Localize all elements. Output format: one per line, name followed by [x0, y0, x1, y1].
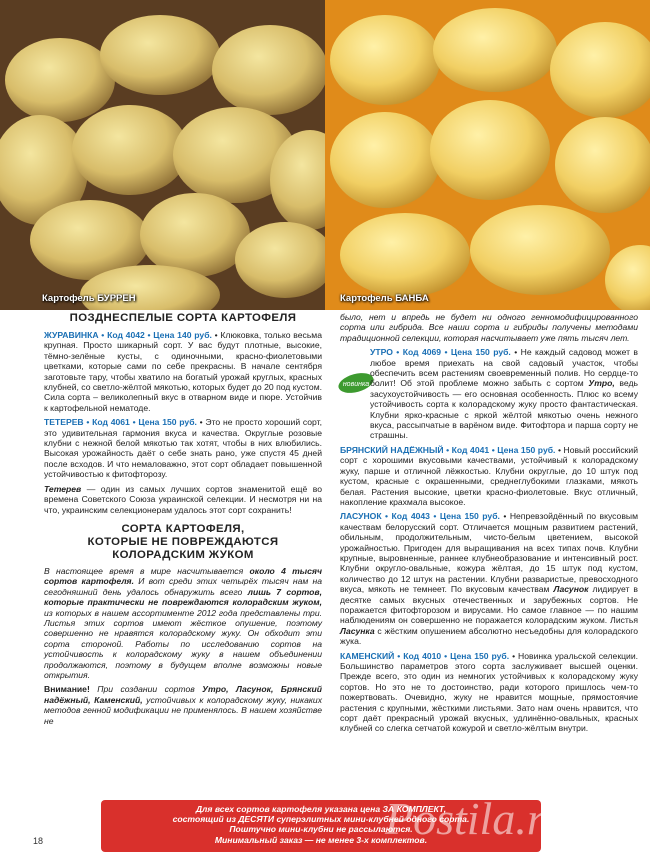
- variety-zhuravinka: ЖУРАВИНКА • Код 4042 • Цена 140 руб. • Клюковка, только весьма крупная. Просто шикарный сорт. У вас будут плотные, высокие, тёмно-зелёные кусты, с одиночными, красно-фиолетовыми цветками, которые сами по себе прекрасны. В начале сентября заготовьте тару, чтобы хватило на богатый урожай круглых, красных клубней, со светло-жёлтой мякотью, которых будет до 20 под кустом. Сила сорта – великолепный вкус в отварном виде и пюре. Устойчив к картофельной нематоде.: [44, 330, 322, 413]
- variety-teterev: ТЕТЕРЕВ • Код 4061 • Цена 150 руб. • Это не просто хороший сорт, это удивительная гармония вкуса и качества. Округлые розовые клубни с нежной белой мякотью так хотят, чтобы в них влюбились. Высокая урожайность даёт о себе знать рано, уже спустя 45 дней после всходов. И что немаловажно, этот сорт обладает повышенной устойчивостью к фитофторозу.: [44, 417, 322, 480]
- intro-paragraph: В настоящее время в мире насчитывается около 4 тысяч сортов картофеля. И вот среди этих четырёх тысяч нам на сегодняшний день удалось обнаружить всего лишь 7 сортов, которые практически не повреждаются колорадским жуком, из которых в нашем ассортименте 2012 года представлены три. Листья этих сортов имеют жёсткое опушение, поэтому совершенно не нравятся колорадскому жуку. Он обходит эти сорта стороной. Работы по исследованию сортов на устойчивость к колорадскому жуку в нашем объединении продолжаются, поэтому в будущем вполне возможны новые открытия.: [44, 565, 322, 680]
- variety-bryansky: БРЯНСКИЙ НАДЁЖНЫЙ • Код 4041 • Цена 150 руб. • Новый российский сорт с хорошими вкусовыми качествами, устойчивый к колорадскому жуку, парше и отличной лёжкостью. Клубни округлые, до 10 штук под кустом, красные с окрашенными, среднеглубокими глазками, мякоть белая. Растения высокие, цветки красно-фиолетовые. Вкус отличный, накопление крахмала высокое.: [340, 444, 638, 507]
- continued-paragraph: было, нет и впредь не будет ни одного генномодифицированного сорта или гибрида. Все наши сорта и гибриды получены методами традиционной селекции, которая насчитывает уже пять тысяч лет.: [340, 312, 638, 343]
- variety-teterev-note: Тетерев — один из самых лучших сортов знаменитой ещё во времена Советского Союза украинской селекции. И несмотря ни на что, украинским селекционерам удалось этот сорт сохранить!: [44, 483, 322, 515]
- left-column: [44, 312, 322, 730]
- variety-heading: ТЕТЕРЕВ • Код 4061 • Цена 150 руб.: [44, 417, 197, 428]
- variety-heading: ЖУРАВИНКА • Код 4042 • Цена 140 руб.: [44, 330, 212, 340]
- variety-utro: УТРО • Код 4069 • Цена 150 руб. • Не каждый садовод может в любое время приехать на свой садовый участок, чтобы обеспечить всем растениям своевременный полив. Но сердце-то болит! Об этой проблеме можно забыть с сортом Утро, ведь засухоустойчивость — его основная особенность. Плюс ко всему устойчивость сорта к колорадскому жуку просто фантастическая. Клубни ярко-красные с яркой жёлтой мякотью очень нежного вкуса, рассыпчатые в варёном виде. Фитофтора и парша сорту не страшны.: [370, 347, 638, 441]
- photo-banba: [325, 0, 650, 310]
- variety-heading: ЛАСУНОК • Код 4043 • Цена 150 руб.: [340, 511, 500, 522]
- watermark: Postila.ru: [385, 793, 568, 844]
- right-column: [340, 312, 638, 738]
- section-title-late-varieties: ПОЗДНЕСПЕЛЫЕ СОРТА КАРТОФЕЛЯ: [69, 312, 297, 324]
- variety-heading: УТРО • Код 4069 • Цена 150 руб.: [370, 347, 511, 358]
- section-title-resistant: СОРТА КАРТОФЕЛЯ, КОТОРЫЕ НЕ ПОВРЕЖДАЮТСЯ КОЛОРАДСКИМ ЖУКОМ: [87, 522, 279, 561]
- page-number: 18: [33, 836, 44, 846]
- variety-heading: КАМЕНСКИЙ • Код 4010 • Цена 150 руб.: [340, 650, 510, 661]
- potato-illustration: [325, 0, 650, 310]
- variety-lasunok: ЛАСУНОК • Код 4043 • Цена 150 руб. • Непревзойдённый по вкусовым качествам белорусский сорт. Отличается мощным развитием растений, обильным, продолжительным, чисто-белым цветением, высокой урожайностью. Пригоден для выращивания на всех типах почв. Клубни крупные, выровненные, раннее клубнеобразование и интенсивный рост. Клубни округло-овальные, кожура жёлтая, до 15 штук под кустом, количество до 12 штук на растении. Клубни разваристые, превосходного вкуса, мякоть не темнеет. По вкусовым качествам Ласунок лидирует в десятке самых вкусных отечественных и зарубежных сортов. Не поражается фитофторозом и вирусами. Но самое главное — по нашим наблюдениям он совершенно не поражается колорадским жуком. Листья Ласунка с жёстким опушением абсолютно несъедобны для колорадского жука.: [340, 511, 638, 647]
- novelty-label: новинка: [342, 381, 370, 388]
- attention-paragraph: Внимание! При создании сортов Утро, Ласунок, Брянский надёжный, Каменский, устойчивых к колорадскому жуку, никаких методов генной модификации не применялось. В нашем хозяйстве не: [44, 684, 322, 726]
- photo-caption-burren: Картофель БУРРЕН: [42, 293, 136, 304]
- photo-caption-banba: Картофель БАНБА: [340, 293, 429, 304]
- photo-burren: [0, 0, 325, 310]
- variety-kamensky: КАМЕНСКИЙ • Код 4010 • Цена 150 руб. • Новинка уральской селекции. Большинство параметров этого сорта заслуживает высшей оценки. Прежде всего, это один из немногих устойчивых к колорадскому жуку сортов. Но это не то достоинство, ради которого пришлось чем-то пожертвовать. Очевидно, жуку не нравится мощные, прямостоячие растения с крупными, жёсткими листьями. Зато нам очень нравится, что сорт даёт прекрасный урожай вкусных, удлинённо-овальных, красных клубней со слегка сетчатой кожурой и светло-жёлтым внутри.: [340, 650, 639, 734]
- price-info-banner: Для всех сортов картофеля указана цена ЗА КОМПЛЕКТ, состоящий из ДЕСЯТИ суперэлитных мини-клубней одного сорта. Поштучно мини-клубни не рассылаются. Минимальный заказ — не менее 3-х комплектов.: [101, 800, 541, 852]
- potato-illustration: [0, 0, 325, 310]
- variety-heading: БРЯНСКИЙ НАДЁЖНЫЙ • Код 4041 • Цена 150 руб.: [340, 444, 556, 455]
